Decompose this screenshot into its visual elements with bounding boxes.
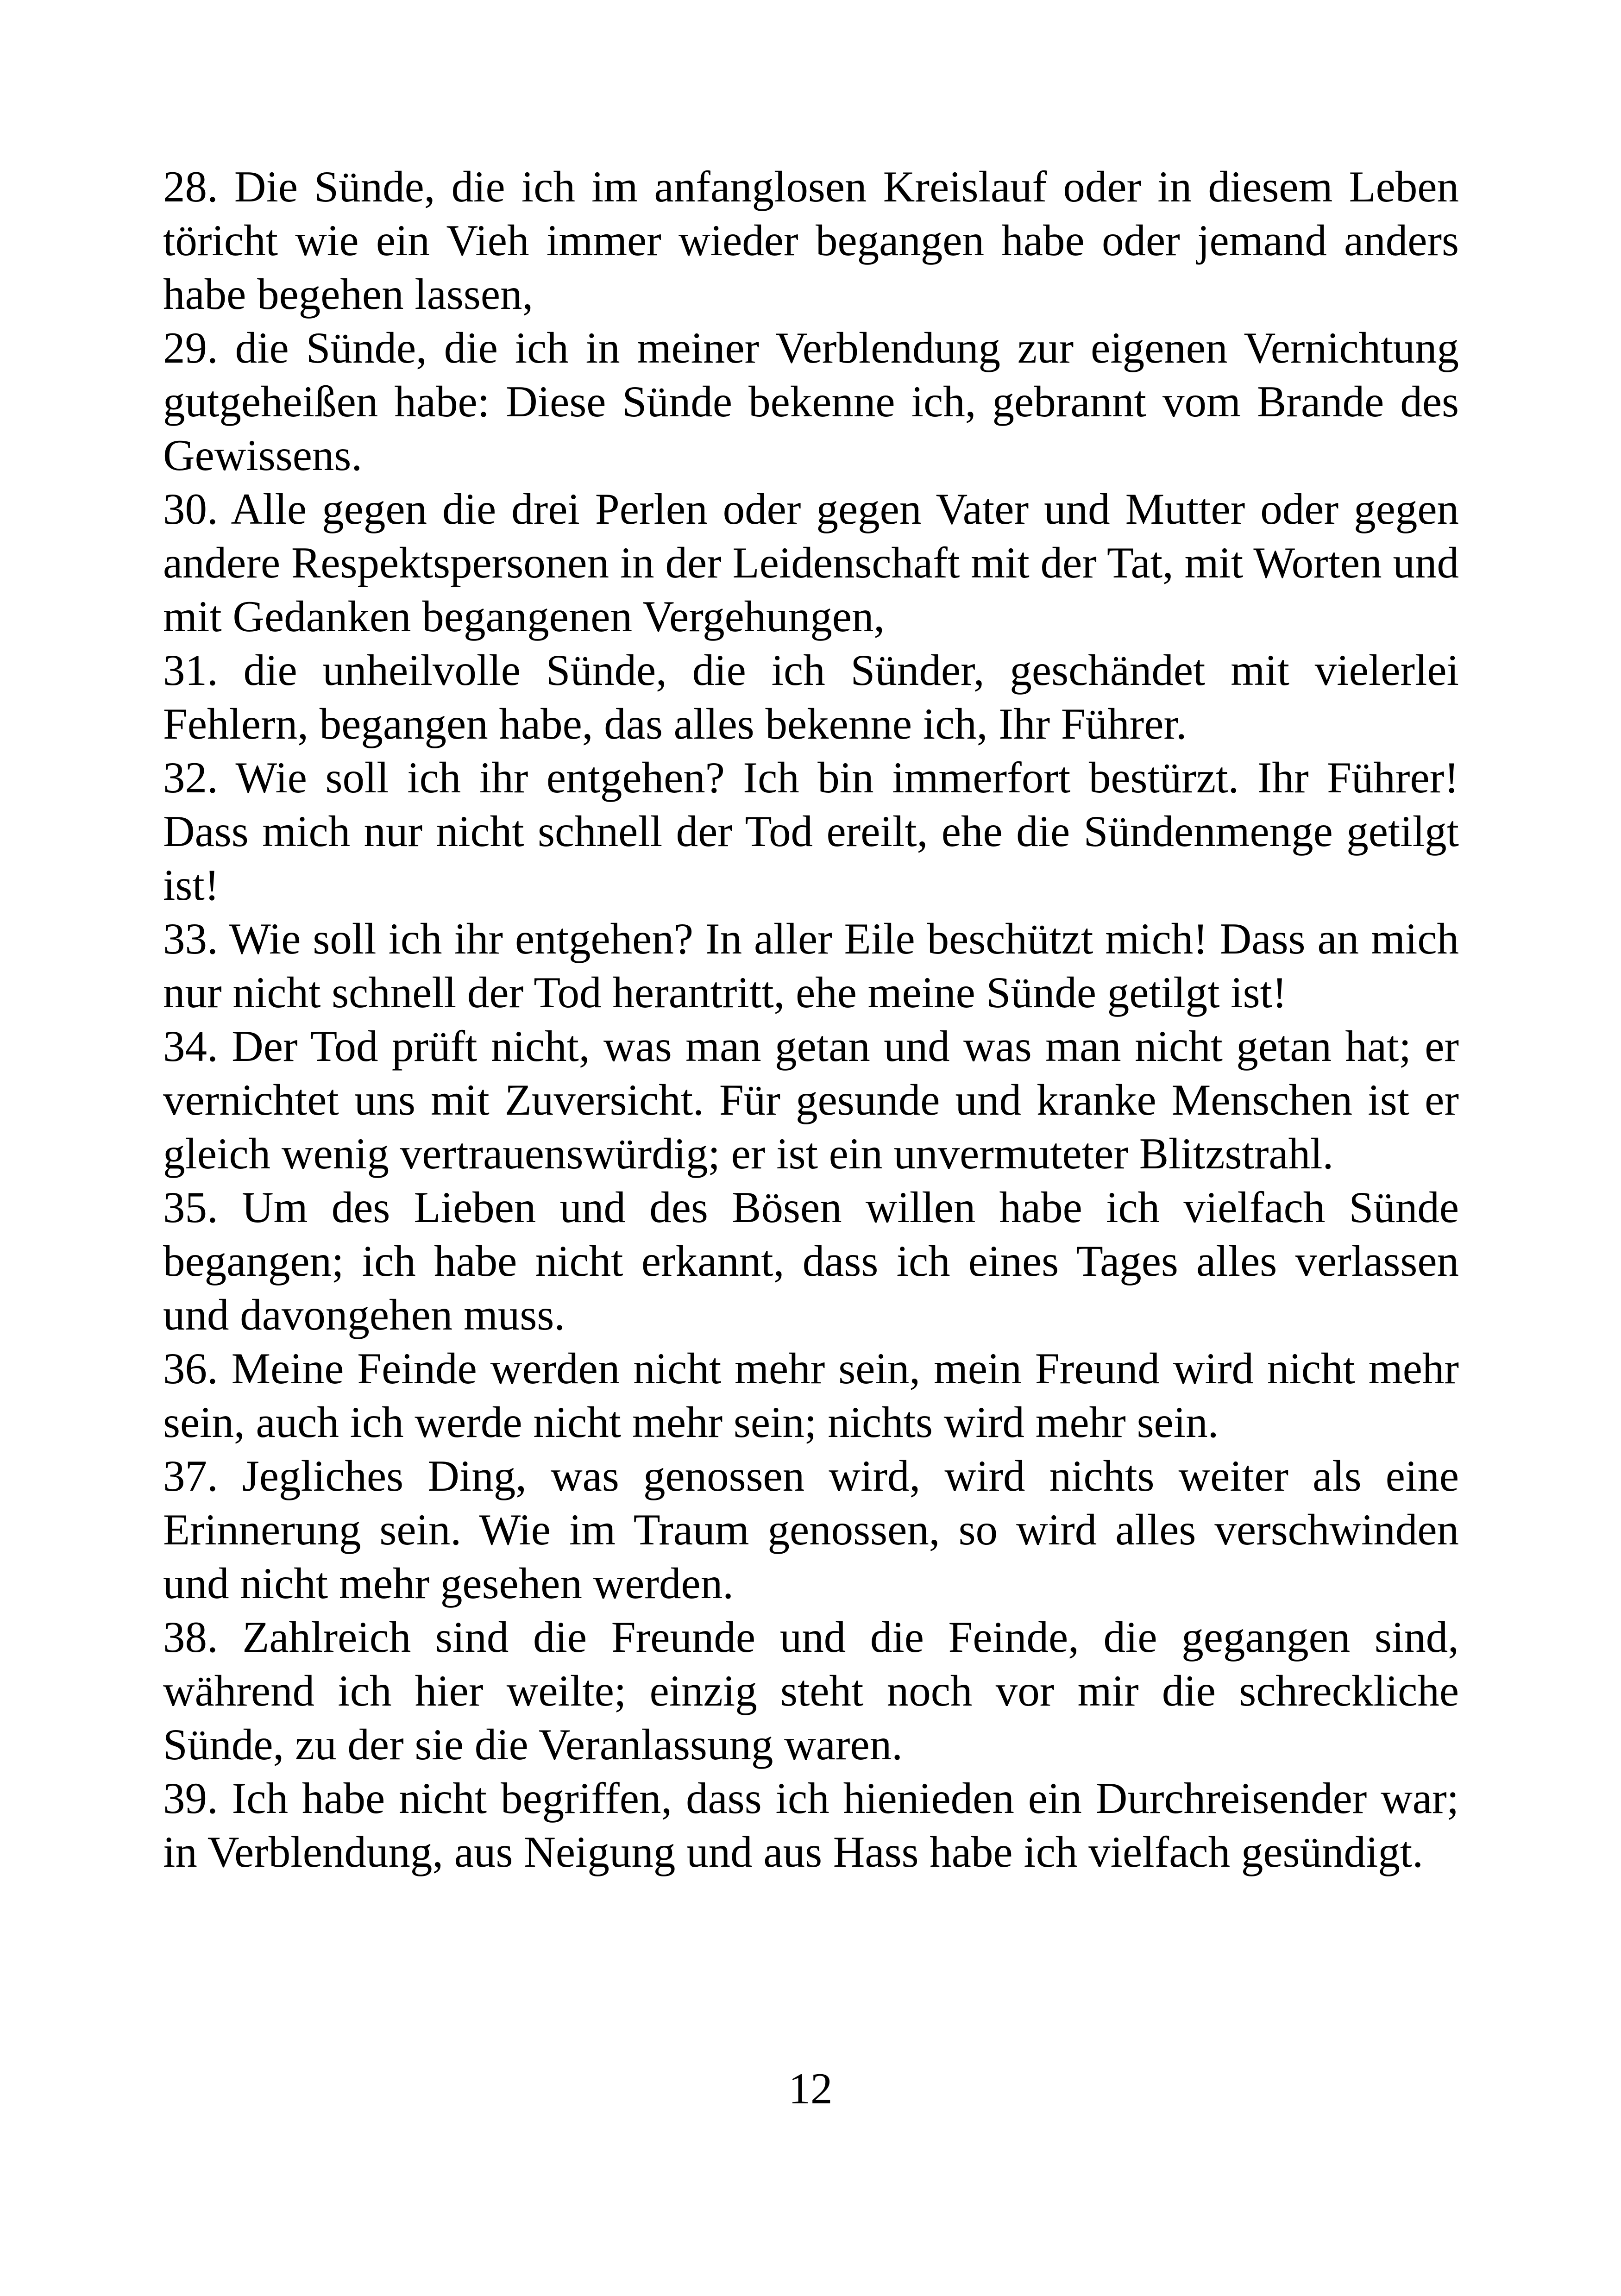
verse-29: 29. die Sünde, die ich in meiner Verblendung zur eigenen Vernichtung gutgeheißen habe: Diese Sünde bekenne ich, gebrannt vom Brande des Gewissens.: [163, 323, 1459, 480]
verse-36: 36. Meine Feinde werden nicht mehr sein, mein Freund wird nicht mehr sein, auch ich werde nicht mehr sein; nichts wird mehr sein.: [163, 1344, 1459, 1447]
page-number: 12: [788, 2064, 833, 2113]
verse-39: 39. Ich habe nicht begriffen, dass ich hienieden ein Durchreisender war; in Verblendung, aus Neigung und aus Hass habe ich vielfach gesündigt.: [163, 1774, 1459, 1876]
verse-38: 38. Zahlreich sind die Freunde und die Feinde, die gegangen sind, während ich hier weilte; einzig steht noch vor mir die schreckliche Sünde, zu der sie die Veranlassung waren.: [163, 1612, 1459, 1769]
verse-28: 28. Die Sünde, die ich im anfanglosen Kreislauf oder in diesem Leben töricht wie ein Vieh immer wieder begangen habe oder jemand anders habe begehen lassen,: [163, 162, 1459, 319]
body-text: [163, 160, 1459, 1879]
verse-32: 32. Wie soll ich ihr entgehen? Ich bin immerfort bestürzt. Ihr Führer! Dass mich nur nicht schnell der Tod ereilt, ehe die Sündenmenge getilgt ist!: [163, 753, 1459, 910]
verse-31: 31. die unheilvolle Sünde, die ich Sünder, geschändet mit vielerlei Fehlern, begangen habe, das alles bekenne ich, Ihr Führer.: [163, 646, 1459, 748]
verse-34: 34. Der Tod prüft nicht, was man getan und was man nicht getan hat; er vernichtet uns mit Zuversicht. Für gesunde und kranke Menschen ist er gleich wenig vertrauenswürdig; er ist ein unvermuteter Blitzstrahl.: [163, 1022, 1459, 1178]
verse-35: 35. Um des Lieben und des Bösen willen habe ich vielfach Sünde begangen; ich habe nicht erkannt, dass ich eines Tages alles verlassen und davongehen muss.: [163, 1183, 1459, 1339]
verse-30: 30. Alle gegen die drei Perlen oder gegen Vater und Mutter oder gegen andere Respektspersonen in der Leidenschaft mit der Tat, mit Worten und mit Gedanken begangenen Vergehungen,: [163, 484, 1459, 641]
verse-37: 37. Jegliches Ding, was genossen wird, wird nichts weiter als eine Erinnerung sein. Wie im Traum genossen, so wird alles verschwinden und nicht mehr gesehen werden.: [163, 1451, 1459, 1608]
verse-33: 33. Wie soll ich ihr entgehen? In aller Eile beschützt mich! Dass an mich nur nicht schnell der Tod herantritt, ehe meine Sünde getilgt ist!: [163, 914, 1459, 1017]
